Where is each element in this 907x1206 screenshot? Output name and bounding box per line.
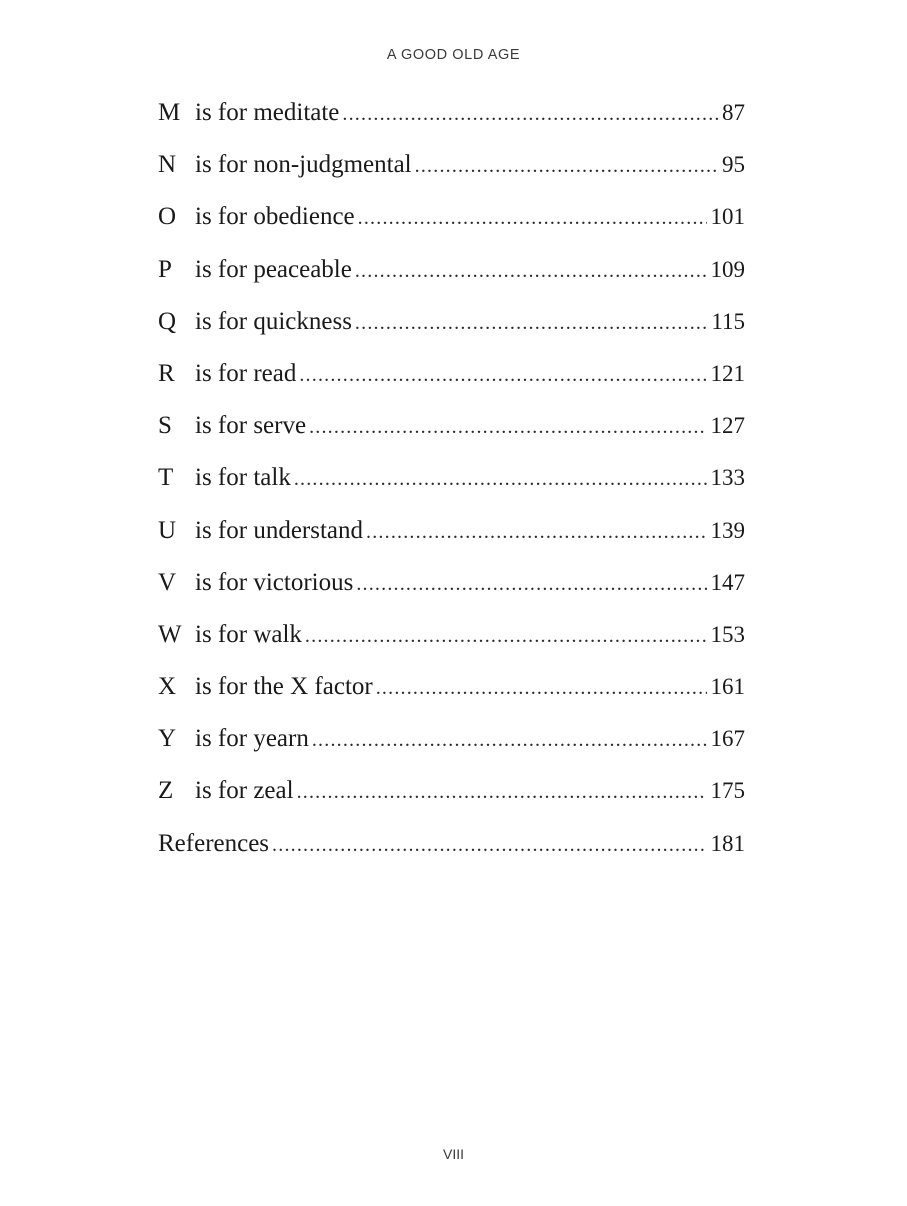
dot-leader xyxy=(309,406,706,448)
toc-letter: U xyxy=(158,516,177,544)
toc-title: is for walk xyxy=(195,620,302,648)
toc-title: is for non-judgmental xyxy=(195,151,412,179)
toc-title: is for understand xyxy=(195,516,364,544)
toc-letter: O xyxy=(158,203,177,231)
dot-leader xyxy=(358,197,707,239)
toc-letter: P xyxy=(158,255,172,283)
toc-title: is for read xyxy=(195,359,297,387)
toc-entry-o xyxy=(158,196,745,248)
dot-leader xyxy=(299,354,706,396)
dot-leader xyxy=(356,563,706,605)
toc-page-number: 101 xyxy=(710,204,745,230)
toc-title: is for quickness xyxy=(195,307,352,335)
toc-letter: T xyxy=(158,464,174,492)
toc-entry-m xyxy=(158,92,745,144)
toc-page-number: 95 xyxy=(722,152,745,178)
toc-title: is for peaceable xyxy=(195,255,352,283)
toc-entry-s xyxy=(158,405,745,457)
toc-title: is for talk xyxy=(195,464,291,492)
toc-entry-p xyxy=(158,249,745,301)
dot-leader xyxy=(312,719,707,761)
toc-page-number: 115 xyxy=(711,308,745,334)
toc-entry-r xyxy=(158,353,745,405)
toc-page-number: 147 xyxy=(710,569,745,595)
toc-page-number: 175 xyxy=(710,778,745,804)
dot-leader xyxy=(415,145,718,187)
toc-page-number: 139 xyxy=(710,517,745,543)
toc-page-number: 167 xyxy=(710,726,745,752)
toc-page-number: 121 xyxy=(710,360,745,386)
toc-page-number: 133 xyxy=(710,465,745,491)
toc-title: References xyxy=(158,829,270,857)
toc-letter: Q xyxy=(158,307,177,335)
toc-title: is for meditate xyxy=(195,99,340,126)
toc-page-number: 161 xyxy=(710,674,745,700)
dot-leader xyxy=(294,458,707,500)
toc-title: is for yearn xyxy=(195,725,309,753)
dot-leader xyxy=(376,667,707,709)
toc-entry-references xyxy=(158,823,745,875)
running-head-title: A GOOD OLD AGE xyxy=(386,47,521,63)
toc-page-number: 109 xyxy=(710,256,745,282)
toc-page-number: 87 xyxy=(722,100,745,125)
toc-title: is for victorious xyxy=(195,568,354,596)
toc-entry-t xyxy=(158,457,745,509)
toc-letter: M xyxy=(158,99,181,126)
toc-letter: N xyxy=(158,151,177,179)
toc-entry-z xyxy=(158,770,745,822)
toc-entry-x xyxy=(158,666,745,718)
toc-entry-y xyxy=(158,718,745,770)
toc-entry-w xyxy=(158,614,745,666)
toc-title: is for serve xyxy=(195,412,307,440)
toc-letter: R xyxy=(158,359,175,387)
toc-letter: W xyxy=(158,620,182,648)
toc-letter: V xyxy=(158,568,177,596)
toc-letter: S xyxy=(158,412,172,440)
toc-title: is for obedience xyxy=(195,203,355,231)
toc-letter: X xyxy=(158,673,177,701)
dot-leader xyxy=(297,771,707,813)
dot-leader xyxy=(305,615,707,657)
toc-page-number: 127 xyxy=(710,413,745,439)
dot-leader xyxy=(355,302,707,344)
dot-leader xyxy=(366,511,706,553)
toc-page-number: 153 xyxy=(710,621,745,647)
toc-entry-n xyxy=(158,144,745,196)
toc-letter: Z xyxy=(158,777,174,805)
dot-leader xyxy=(355,250,707,292)
toc-entry-u xyxy=(158,510,745,562)
dot-leader xyxy=(272,824,706,866)
toc-title: is for zeal xyxy=(195,777,294,805)
page-number: VIII xyxy=(442,1146,464,1162)
table-of-contents xyxy=(158,92,745,875)
toc-entry-v xyxy=(158,562,745,614)
toc-letter: Y xyxy=(158,725,177,753)
toc-page-number: 181 xyxy=(710,830,745,856)
toc-entry-q xyxy=(158,301,745,353)
toc-title: is for the X factor xyxy=(195,673,373,701)
dot-leader xyxy=(342,93,718,135)
